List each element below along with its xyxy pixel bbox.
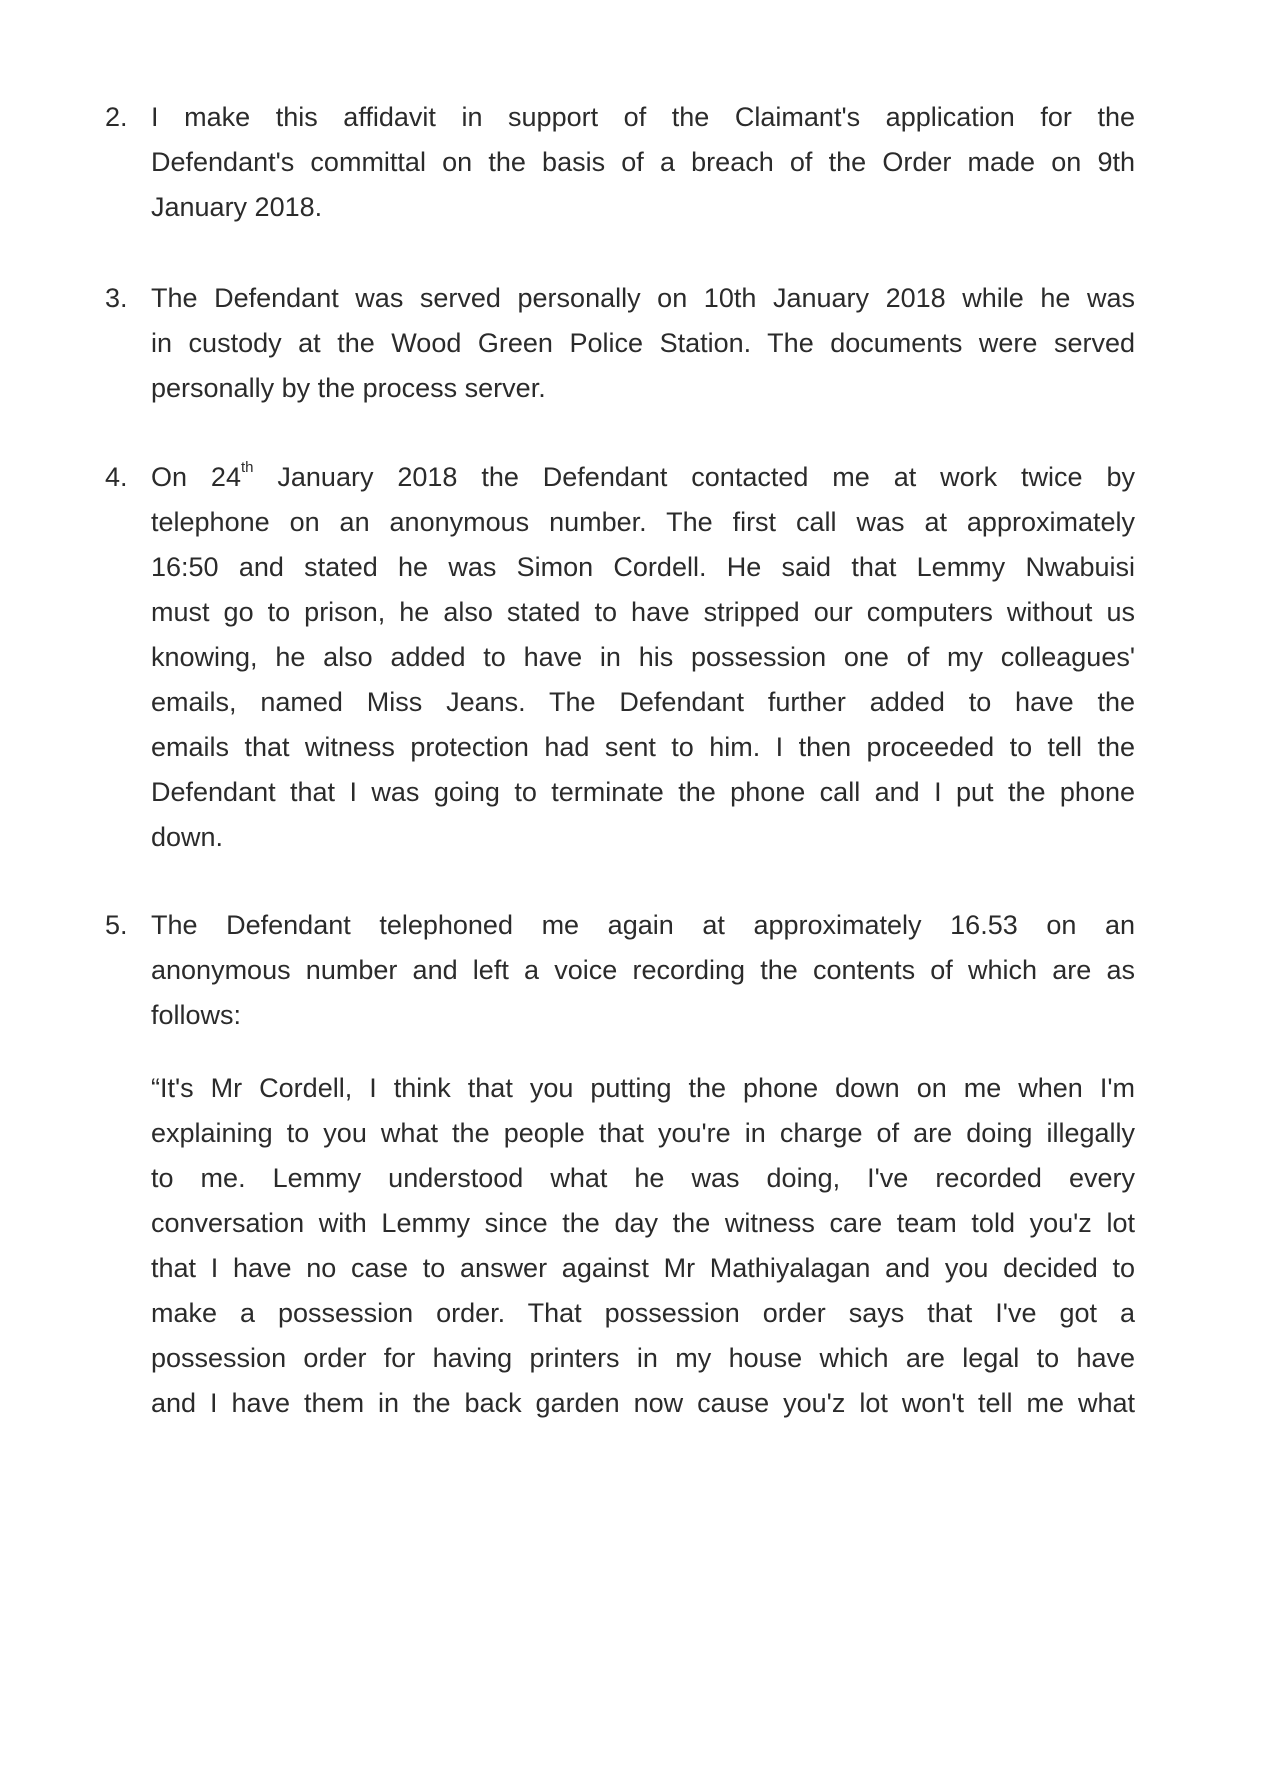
paragraph-number: 4. <box>105 462 128 492</box>
quote-line: and I have them in the back garden now cause you'z lot won't tell me what <box>151 1388 1135 1418</box>
date-text: On 24 <box>151 462 241 492</box>
paragraph-line: Defendant's committal on the basis of a breach of the Order made on 9th <box>151 147 1135 177</box>
paragraph-line: follows: <box>151 1000 242 1030</box>
paragraph-number: 3. <box>105 283 128 313</box>
paragraph-line: The Defendant telephoned me again at approximately 16.53 on an <box>151 910 1135 940</box>
paragraph-number: 2. <box>105 102 128 132</box>
quote-line: explaining to you what the people that you're in charge of are doing illegally <box>151 1118 1135 1148</box>
quote-line: to me. Lemmy understood what he was doing, I've recorded every <box>151 1163 1135 1193</box>
paragraph-number: 5. <box>105 910 128 940</box>
paragraph-line: knowing, he also added to have in his possession one of my colleagues' <box>151 642 1135 672</box>
quote-line: possession order for having printers in my house which are legal to have <box>151 1343 1135 1373</box>
quote-line: “It's Mr Cordell, I think that you putting the phone down on me when I'm <box>151 1073 1135 1103</box>
paragraph-line: I make this affidavit in support of the Claimant's application for the <box>151 102 1135 132</box>
paragraph-line: Defendant that I was going to terminate the phone call and I put the phone <box>151 777 1135 807</box>
paragraph-line: emails that witness protection had sent to him. I then proceeded to tell the <box>151 732 1135 762</box>
paragraph-line: emails, named Miss Jeans. The Defendant further added to have the <box>151 687 1135 717</box>
paragraph-line: in custody at the Wood Green Police Station. The documents were served <box>151 328 1135 358</box>
paragraph-line: must go to prison, he also stated to have stripped our computers without us <box>151 597 1135 627</box>
paragraph-line: anonymous number and left a voice recording the contents of which are as <box>151 955 1135 985</box>
paragraph-line: telephone on an anonymous number. The first call was at approximately <box>151 507 1135 537</box>
paragraph-line: personally by the process server. <box>151 373 546 403</box>
quote-line: that I have no case to answer against Mr Mathiyalagan and you decided to <box>151 1253 1135 1283</box>
paragraph-line: The Defendant was served personally on 10th January 2018 while he was <box>151 283 1135 313</box>
quote-line: make a possession order. That possession order says that I've got a <box>151 1298 1135 1328</box>
paragraph-line <box>151 452 1135 502</box>
paragraph-line: down. <box>151 822 224 852</box>
ordinal-suffix: th <box>240 459 254 476</box>
paragraph-line: January 2018. <box>151 192 323 222</box>
paragraph-line: 16:50 and stated he was Simon Cordell. He said that Lemmy Nwabuisi <box>151 552 1135 582</box>
paragraph-text: January 2018 the Defendant contacted me at work twice by <box>253 462 1135 492</box>
quote-line: conversation with Lemmy since the day the witness care team told you'z lot <box>151 1208 1135 1238</box>
